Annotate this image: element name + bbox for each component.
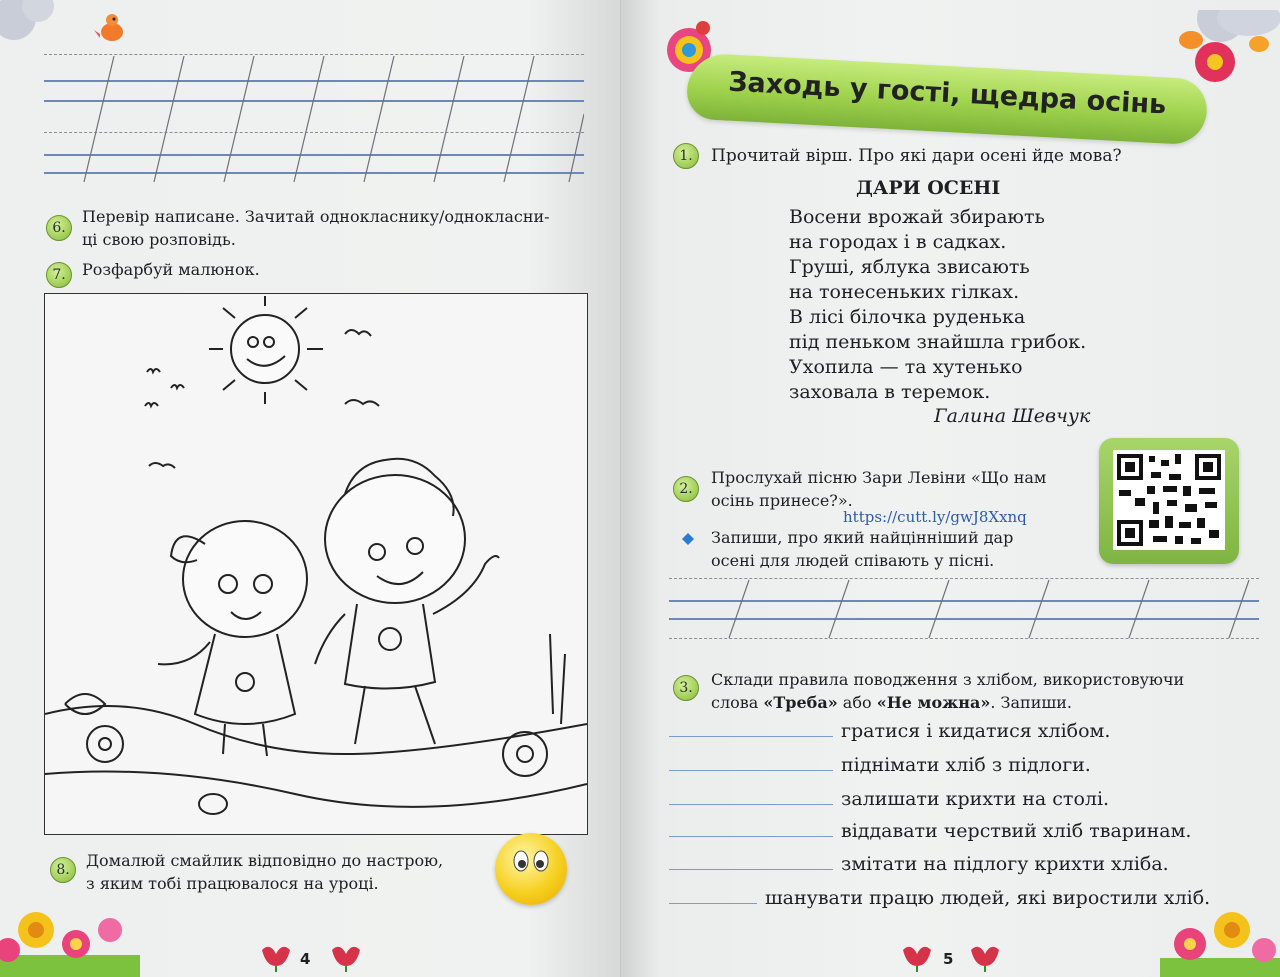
diamond-bullet-icon — [681, 532, 695, 546]
poem-line: Груші, яблука звисають — [789, 256, 1030, 278]
rule-text: залишати крихти на столі. — [841, 788, 1110, 810]
flowers-decoration — [0, 900, 140, 977]
task-8-text — [86, 849, 486, 895]
smiley-face[interactable] — [495, 833, 567, 905]
task-6-line-2: ці свою розповідь. — [82, 230, 236, 249]
task-7-text: Розфарбуй малюнок. — [82, 260, 260, 279]
task-number-7: 7. — [46, 262, 72, 288]
answer-blank[interactable] — [669, 903, 757, 904]
answer-blank[interactable] — [669, 836, 833, 837]
task-3-line-2-start: слова — [711, 693, 764, 712]
handwriting-lines-task-2[interactable] — [669, 578, 1259, 640]
task-3-text — [711, 668, 1271, 714]
task-number-8: 8. — [50, 857, 76, 883]
poem-line: Ухопила — та хутенько — [789, 356, 1023, 378]
task-2-text — [711, 466, 1046, 512]
task-2-subtask — [711, 526, 1013, 572]
poem-author: Галина Шевчук — [934, 405, 1091, 427]
page-number: 5 — [943, 950, 954, 968]
task-3-line-1: Склади правила поводження з хлібом, використовуючи — [711, 670, 1185, 689]
title-banner — [686, 52, 1209, 145]
task-8-line-2: з яким тобі працювалося на уроці. — [86, 874, 379, 893]
tulip-icon — [965, 942, 1005, 972]
task-2-sub-line-1: Запиши, про який найцінніший дар — [711, 528, 1014, 547]
page-number: 4 — [300, 950, 311, 968]
answer-blank[interactable] — [669, 869, 833, 870]
tulip-icon — [256, 942, 296, 972]
qr-code[interactable] — [1099, 438, 1239, 564]
right-page — [621, 0, 1280, 977]
rule-text: гратися і кидатися хлібом. — [841, 720, 1111, 742]
coloring-picture[interactable] — [44, 293, 588, 835]
poem-line: заховала в теремок. — [789, 381, 991, 403]
task-number-6: 6. — [46, 215, 72, 241]
answer-blank[interactable] — [669, 770, 833, 771]
word-ne-mozhna: «Не можна» — [876, 693, 991, 712]
task-8-line-1: Домалюй смайлик відповідно до настрою, — [86, 851, 444, 870]
task-1-text: Прочитай вірш. Про які дари осені йде мова? — [711, 146, 1122, 166]
flowers-decoration — [1160, 910, 1280, 977]
poem-line: Восени врожай збирають — [789, 206, 1045, 228]
song-link[interactable]: https://cutt.ly/gwJ8Xxnq — [843, 508, 1027, 526]
left-page — [0, 0, 621, 977]
rule-text: піднімати хліб з підлоги. — [841, 754, 1091, 776]
page-title: Заходь у гості, щедра осінь — [727, 66, 1167, 121]
task-3-line-2-middle: або — [837, 693, 877, 712]
coloring-illustration — [45, 294, 587, 834]
task-number-2: 2. — [673, 476, 699, 502]
rule-text: віддавати черствий хліб тваринам. — [841, 820, 1192, 842]
answer-blank[interactable] — [669, 736, 833, 737]
rule-text: шанувати працю людей, які виростили хліб. — [765, 887, 1211, 909]
bird-icon — [92, 8, 132, 48]
task-6-line-1: Перевір написане. Зачитай однокласнику/однокласни- — [82, 207, 550, 226]
handwriting-lines-top[interactable] — [44, 54, 584, 184]
word-treba: «Треба» — [763, 693, 838, 712]
task-3-line-2 — [711, 691, 1271, 714]
poem-title: ДАРИ ОСЕНІ — [856, 177, 1001, 199]
answer-blank[interactable] — [669, 804, 833, 805]
tulip-icon — [897, 942, 937, 972]
poem-line: на тонесеньких гілках. — [789, 281, 1020, 303]
task-3-line-2-end: . Запиши. — [990, 693, 1072, 712]
rule-text: змітати на підлогу крихти хліба. — [841, 853, 1169, 875]
task-2-line-1: Прослухай пісню Зари Левіни «Що нам — [711, 468, 1047, 487]
task-number-1: 1. — [673, 143, 699, 169]
poem-line: під пеньком знайшла грибок. — [789, 331, 1087, 353]
qr-code-icon — [1113, 450, 1225, 550]
tulip-icon — [326, 942, 366, 972]
poem-line: на городах і в садках. — [789, 231, 1007, 253]
task-2-line-2: осінь принесе?». — [711, 491, 853, 510]
task-number-3: 3. — [673, 675, 699, 701]
poem-line: В лісі білочка руденька — [789, 306, 1026, 328]
task-6-text — [82, 205, 602, 251]
task-2-sub-line-2: осені для людей співають у пісні. — [711, 551, 995, 570]
